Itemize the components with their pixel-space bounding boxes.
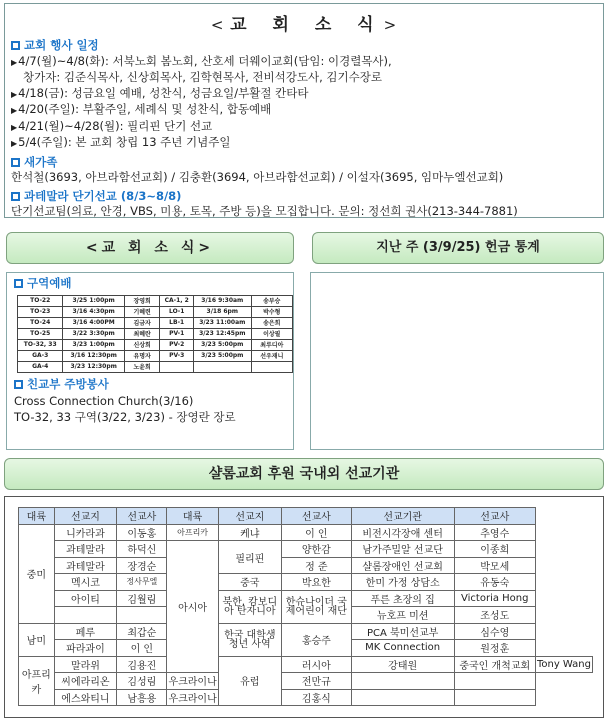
table-cell: 장영희 [124, 295, 160, 306]
table-cell: 송부승 [251, 295, 292, 306]
table-cell: 기혜련 [124, 306, 160, 317]
table-cell: 과테말라 [54, 557, 117, 574]
table-cell: 3/25 1:00pm [63, 295, 124, 306]
table-cell: TO-24 [18, 317, 63, 328]
table-cell: 전만규 [281, 673, 351, 690]
fellowship-heading: 친교부 주방봉사 [14, 377, 293, 393]
table-cell: PCA 북미선교부 [351, 623, 454, 640]
table-row [18, 339, 293, 350]
table-cell: 이 인 [281, 524, 351, 541]
continent-cell: 중미 [19, 524, 55, 623]
table-cell: 하덕신 [117, 541, 167, 558]
table-cell: 김월림 [117, 590, 167, 607]
table-cell: 김홍식 [281, 689, 351, 706]
continent-cell: 아프리카 [167, 524, 218, 541]
table-cell: 이상필 [251, 328, 292, 339]
square-bullet-icon [11, 192, 20, 201]
table-cell: 최갑순 [117, 623, 167, 640]
table-cell: 중국 [218, 574, 281, 591]
table-cell: 신상희 [124, 339, 160, 350]
event-item: ▶ 4/7(월)~4/8(화): 서북노회 봄노회, 산호세 더웨이교회(담임: 이경렬목사), [11, 54, 603, 71]
table-cell: 이동홍 [117, 524, 167, 541]
table-cell: 멕시코 [54, 574, 117, 591]
table-cell: 푸른 초장의 집 [351, 590, 454, 607]
fellowship-line: TO-32, 33 구역(3/22, 3/23) - 장영란 장로 [14, 409, 236, 424]
event-item: ▶ 4/21(월)~4/28(월): 필리핀 단기 선교 [11, 119, 603, 136]
table-row [19, 656, 593, 673]
table-row [19, 557, 593, 574]
table-cell: 3/16 4:30pm [63, 306, 124, 317]
header-cell: 선교사 [281, 508, 351, 525]
table-cell: 우크라이나 [167, 689, 218, 706]
table-cell: 뉴호프 미션 [351, 607, 454, 624]
table-cell [454, 673, 535, 690]
table-cell: 이종희 [454, 541, 535, 558]
table-row [19, 673, 593, 690]
table-cell: 아이티 [54, 590, 117, 607]
table-row [19, 623, 593, 640]
table-cell: 비전시각장애 센터 [351, 524, 454, 541]
offering-banner: 지난 주 (3/9/25) 헌금 통계 [312, 232, 604, 264]
square-bullet-icon [11, 41, 20, 50]
table-cell: 3/23 5:00pm [194, 350, 252, 361]
event-item: 창가자: 김준식목사, 신상희목사, 김학현목사, 전비석강도사, 김기수장로 [23, 70, 382, 84]
table-row [18, 350, 293, 361]
table-cell: TO-32, 33 [18, 339, 63, 350]
table-cell: Tony Wang [535, 656, 592, 673]
table-cell: GA-3 [18, 350, 63, 361]
table-cell: 최루디아 [251, 339, 292, 350]
table-row [18, 328, 293, 339]
table-cell: 조성도 [454, 607, 535, 624]
table-cell: 장경순 [117, 557, 167, 574]
mission-text: 단기선교팀(의료, 안경, VBS, 미용, 토목, 주방 등)을 모집합니다. 문의: 정선희 권사(213-344-7881) [11, 204, 518, 218]
table-cell: 말라위 [54, 656, 117, 673]
table-header [19, 508, 593, 525]
family-text: 한석철(3693, 아브라함선교회) / 김충환(3694, 아브라함선교회) / 이설자(3695, 임마누엘선교회) [11, 170, 504, 184]
table-cell: 강태원 [351, 656, 454, 673]
header-cell: 선교사 [454, 508, 535, 525]
table-cell [54, 607, 117, 624]
table-cell: TO-22 [18, 295, 63, 306]
table-cell: TO-23 [18, 306, 63, 317]
news-title: < 교 회 소 식> [210, 15, 398, 35]
table-cell: 3/16 12:30pm [63, 350, 124, 361]
district-box [6, 272, 294, 450]
continent-cell: 아프리카 [19, 656, 55, 706]
event-item: ▶ 4/20(주일): 부활주일, 세례식 및 성찬식, 합동예배 [11, 102, 603, 119]
table-cell: 필리핀 [218, 541, 281, 574]
table-cell: 송은희 [251, 317, 292, 328]
church-news-box [4, 3, 604, 218]
table-cell: LO-1 [160, 306, 194, 317]
table-cell [454, 689, 535, 706]
table-row [18, 295, 293, 306]
square-bullet-icon [11, 158, 20, 167]
table-cell [194, 361, 252, 372]
square-bullet-icon [14, 279, 23, 288]
table-cell: 3/23 11:00am [194, 317, 252, 328]
table-cell: TO-25 [18, 328, 63, 339]
table-cell: 추영수 [454, 524, 535, 541]
table-cell: GA-4 [18, 361, 63, 372]
table-cell [160, 361, 194, 372]
table-cell: 3/18 6pm [194, 306, 252, 317]
events-heading: 교회 행사 일정 [11, 38, 603, 54]
table-cell: 3/23 5:00pm [194, 339, 252, 350]
table-cell: PV-1 [160, 328, 194, 339]
table-cell: 페루 [54, 623, 117, 640]
table-cell: 원정훈 [454, 640, 535, 657]
news-banner: <교 회 소 식> [6, 232, 294, 264]
table-cell [251, 361, 292, 372]
table-cell: 우크라이나 [167, 673, 218, 690]
table-cell: LB-1 [160, 317, 194, 328]
header-cell: 선교지 [218, 508, 281, 525]
table-cell [351, 673, 454, 690]
missions-box [4, 496, 604, 718]
continent-cell: 아시아 [167, 541, 218, 673]
table-cell: 심수영 [454, 623, 535, 640]
table-cell: 김금자 [124, 317, 160, 328]
table-row [19, 541, 593, 558]
table-cell: 노윤희 [124, 361, 160, 372]
table-cell: 파라과이 [54, 640, 117, 657]
table-cell: 유동숙 [454, 574, 535, 591]
table-cell [351, 689, 454, 706]
table-row [19, 574, 593, 591]
table-row [18, 306, 293, 317]
table-row [19, 689, 593, 706]
table-cell: 3/16 9:30am [194, 295, 252, 306]
table-cell: 3/22 3:30pm [63, 328, 124, 339]
district-heading: 구역예배 [14, 276, 293, 292]
mission-heading: 과테말라 단기선교 (8/3~8/8) [11, 189, 603, 205]
table-cell: 씨에라리온 [54, 673, 117, 690]
family-heading: 새가족 [11, 155, 603, 171]
table-cell: 박수형 [251, 306, 292, 317]
header-cell: 선교지 [54, 508, 117, 525]
table-cell: 케냐 [218, 524, 281, 541]
table-cell: 한슈나이더 국제어린이 재단 [281, 590, 351, 623]
table-cell: 김용진 [117, 656, 167, 673]
event-item: ▶ 4/18(금): 성금요일 예배, 성찬식, 성금요일/부활절 칸타타 [11, 86, 603, 103]
continent-cell: 남미 [19, 623, 55, 656]
header-cell: 대륙 [167, 508, 218, 525]
table-cell: 유명자 [124, 350, 160, 361]
table-cell: 3/23 12:30pm [63, 361, 124, 372]
table-cell: 양한감 [281, 541, 351, 558]
table-cell: 러시아 [281, 656, 351, 673]
table-cell: 3/23 12:45pm [194, 328, 252, 339]
header-cell: 대륙 [19, 508, 55, 525]
table-cell: 최혜란 [124, 328, 160, 339]
table-cell: 에스와티니 [54, 689, 117, 706]
table-cell: 3/23 1:00pm [63, 339, 124, 350]
table-cell: 김성림 [117, 673, 167, 690]
table-cell: 남흥용 [117, 689, 167, 706]
table-cell: 중국인 개척교회 [454, 656, 535, 673]
missions-banner: 샬롬교회 후원 국내외 선교기관 [4, 458, 604, 490]
table-cell: 니카라과 [54, 524, 117, 541]
table-row [19, 590, 593, 607]
table-cell: 홍승주 [281, 623, 351, 656]
table-cell: 북한, 캄보디아 탄자니아 [218, 590, 281, 623]
missions-table [18, 507, 593, 706]
header-cell: 선교기관 [351, 508, 454, 525]
table-cell [117, 607, 167, 624]
header-cell: 선교사 [117, 508, 167, 525]
table-row [18, 361, 293, 372]
fellowship-line: Cross Connection Church(3/16) [14, 394, 194, 408]
offering-box [310, 272, 604, 450]
table-cell: 정 준 [281, 557, 351, 574]
table-cell: 선우재니 [251, 350, 292, 361]
table-cell: 박요한 [281, 574, 351, 591]
table-row [18, 317, 293, 328]
table-cell: Victoria Hong [454, 590, 535, 607]
table-cell: 정사무엘 [117, 574, 167, 591]
table-cell: 남가주밀알 선교단 [351, 541, 454, 558]
table-cell: 과테말라 [54, 541, 117, 558]
event-item: ▶ 5/4(주일): 본 교회 창립 13 주년 기념주일 [11, 135, 603, 152]
table-cell: PV-2 [160, 339, 194, 350]
table-cell: CA-1, 2 [160, 295, 194, 306]
table-cell: PV-3 [160, 350, 194, 361]
table-cell: 3/16 4:00PM [63, 317, 124, 328]
table-cell: 샬롬장애인 선교회 [351, 557, 454, 574]
table-cell: 이 인 [117, 640, 167, 657]
continent-cell: 유럽 [218, 656, 281, 706]
table-cell: 박모세 [454, 557, 535, 574]
square-bullet-icon [14, 380, 23, 389]
table-cell: 한국 대학생 청년 사역 [218, 623, 281, 656]
table-cell: MK Connection [351, 640, 454, 657]
table-row [19, 524, 593, 541]
table-cell: 한미 가정 상담소 [351, 574, 454, 591]
district-table [17, 295, 293, 373]
